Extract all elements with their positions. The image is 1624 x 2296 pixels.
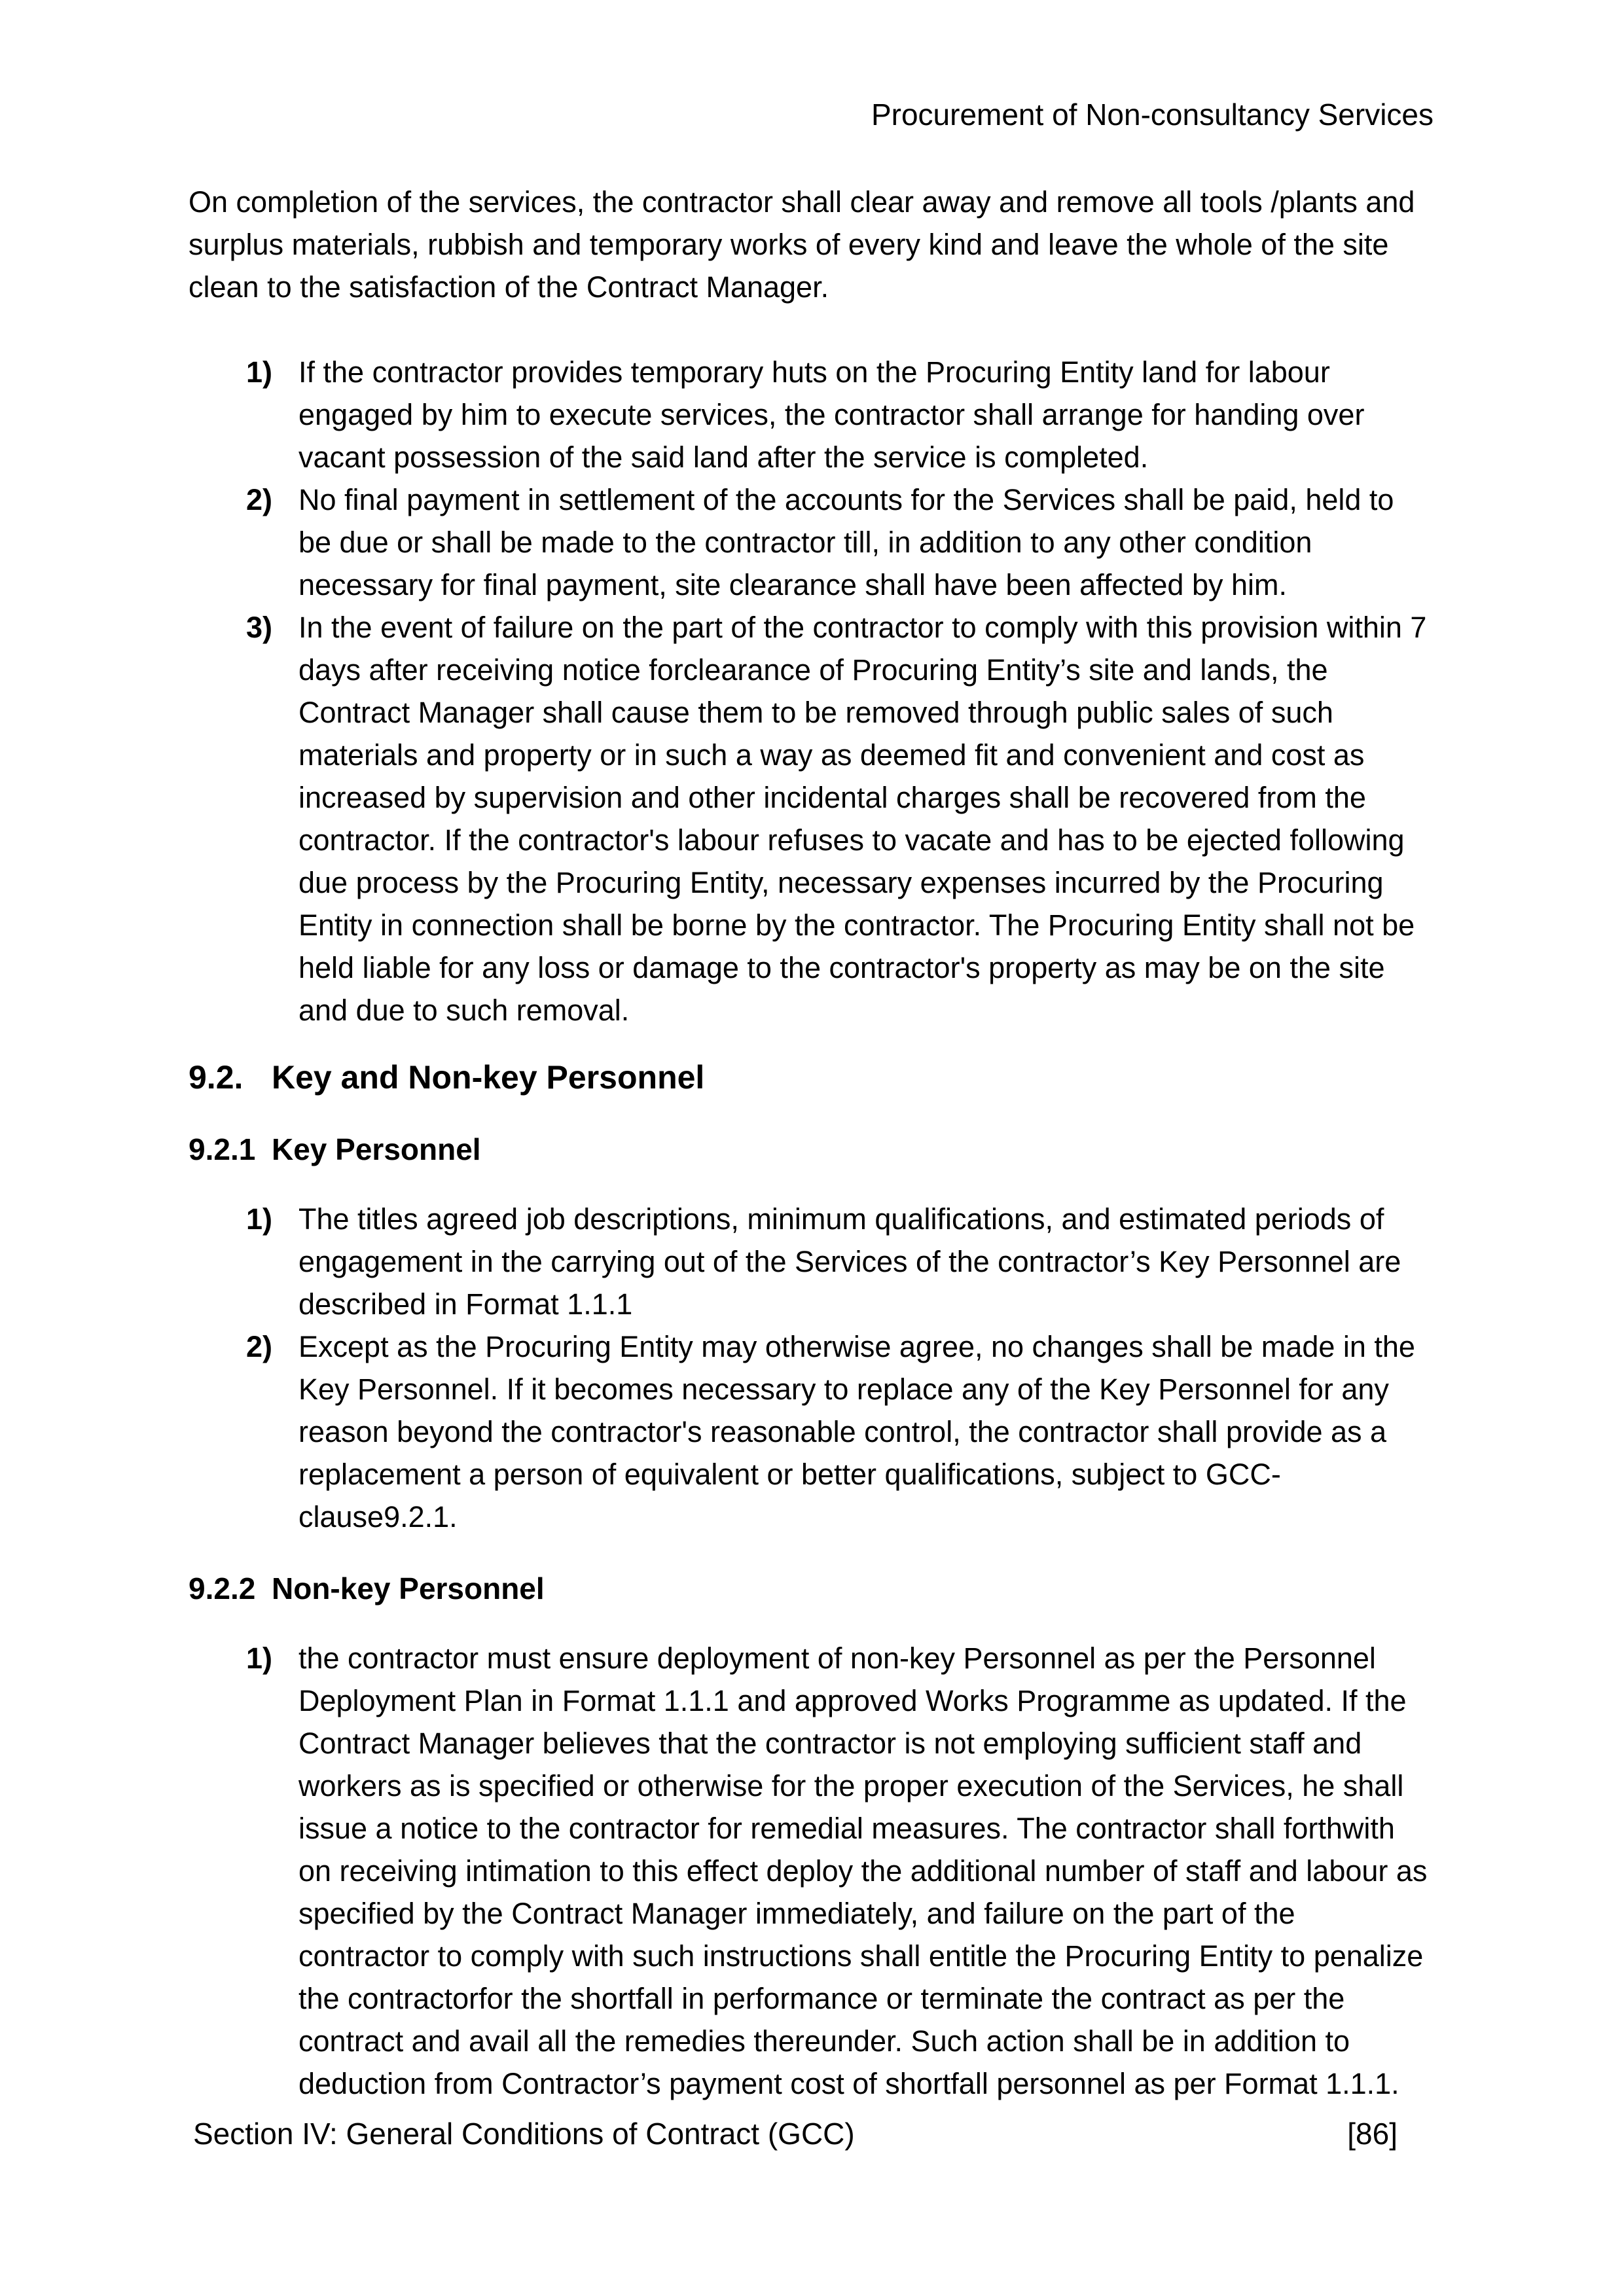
list-item-text: The titles agreed job descriptions, minimum qualifications, and estimated periods of engagement in the carrying out of the Services of the contractor’s Key Personnel are described in Format 1.1.1: [298, 1202, 1401, 1321]
list-item-number: 2): [246, 1330, 273, 1363]
list-item-text: If the contractor provides temporary huts on the Procuring Entity land for labour engaged by him to execute services, the contractor shall arrange for handing over vacant possession of the said land after the service is completed.: [298, 355, 1365, 474]
page-header: [871, 95, 1434, 134]
footer-page-number: [86]: [1347, 2117, 1398, 2151]
list-item: [246, 1325, 1434, 1538]
header-title: Procurement of Non-consultancy Services: [871, 98, 1434, 132]
subsection-number: 9.2.2: [189, 1571, 256, 1605]
list-item: [246, 478, 1434, 606]
footer-section-label: Section IV: General Conditions of Contract (GCC): [193, 2117, 855, 2151]
subsection-title: Non-key Personnel: [272, 1571, 545, 1605]
list-item-number: 1): [246, 1202, 273, 1236]
subsection-heading-9-2-1: [189, 1128, 1434, 1171]
section-heading-9-2: [189, 1056, 1434, 1099]
key-personnel-list: [189, 1198, 1434, 1538]
list-item-text: Except as the Procuring Entity may otherwise agree, no changes shall be made in the Key Personnel. If it becomes necessary to replace any of the Key Personnel for any reason beyond the contractor's reasonable control, the contractor shall provide as a replacement a person of equivalent or better qualifications, subject to GCC-clause9.2.1.: [298, 1330, 1415, 1534]
list-item: [246, 1637, 1434, 2105]
subsection-number: 9.2.1: [189, 1132, 256, 1166]
section-number: 9.2.: [189, 1059, 244, 1096]
subsection-title: Key Personnel: [272, 1132, 481, 1166]
list-item-number: 1): [246, 355, 273, 389]
list-item-text: No final payment in settlement of the accounts for the Services shall be paid, held to be due or shall be made to the contractor till, in addition to any other condition necessary for final payment, site clearance shall have been affected by him.: [298, 483, 1394, 601]
site-clearance-list: [189, 351, 1434, 1031]
subsection-heading-9-2-2: [189, 1568, 1434, 1610]
list-item-number: 1): [246, 1641, 273, 1675]
list-item-text: the contractor must ensure deployment of non-key Personnel as per the Personnel Deployment Plan in Format 1.1.1 and approved Works Programme as updated. If the Contract Manager believes that the contractor is not employing sufficient staff and workers as is specified or otherwise for the proper execution of the Services, he shall issue a notice to the contractor for remedial measures. The contractor shall forthwith on receiving intimation to this effect deploy the additional number of staff and labour as specified by the Contract Manager immediately, and failure on the part of the contractor to comply with such instructions shall entitle the Procuring Entity to penalize the contractorfor the shortfall in performance or terminate the contract as per the contract and avail all the remedies thereunder. Such action shall be in addition to deduction from Contractor’s payment cost of shortfall personnel as per Format 1.1.1.: [298, 1641, 1428, 2100]
list-item: [246, 606, 1434, 1031]
page-footer: [193, 2114, 1434, 2153]
non-key-personnel-list: [189, 1637, 1434, 2105]
list-item: [246, 351, 1434, 478]
list-item-number: 2): [246, 483, 273, 516]
list-item-text: In the event of failure on the part of the contractor to comply with this provision within 7 days after receiving notice forclearance of Procuring Entity’s site and lands, the Contract Manager shall cause them to be removed through public sales of such materials and property or in such a way as deemed fit and convenient and cost as increased by supervision and other incidental charges shall be recovered from the contractor. If the contractor's labour refuses to vacate and has to be ejected following due process by the Procuring Entity, necessary expenses incurred by the Procuring Entity in connection shall be borne by the contractor. The Procuring Entity shall not be held liable for any loss or damage to the contractor's property as may be on the site and due to such removal.: [298, 611, 1427, 1027]
list-item-number: 3): [246, 611, 273, 644]
section-title: Key and Non-key Personnel: [272, 1059, 705, 1096]
intro-paragraph: On completion of the services, the contractor shall clear away and remove all tools /plants and surplus materials, rubbish and temporary works of every kind and leave the whole of the site clean to the satisfaction of the Contract Manager.: [189, 185, 1415, 304]
list-item: [246, 1198, 1434, 1325]
